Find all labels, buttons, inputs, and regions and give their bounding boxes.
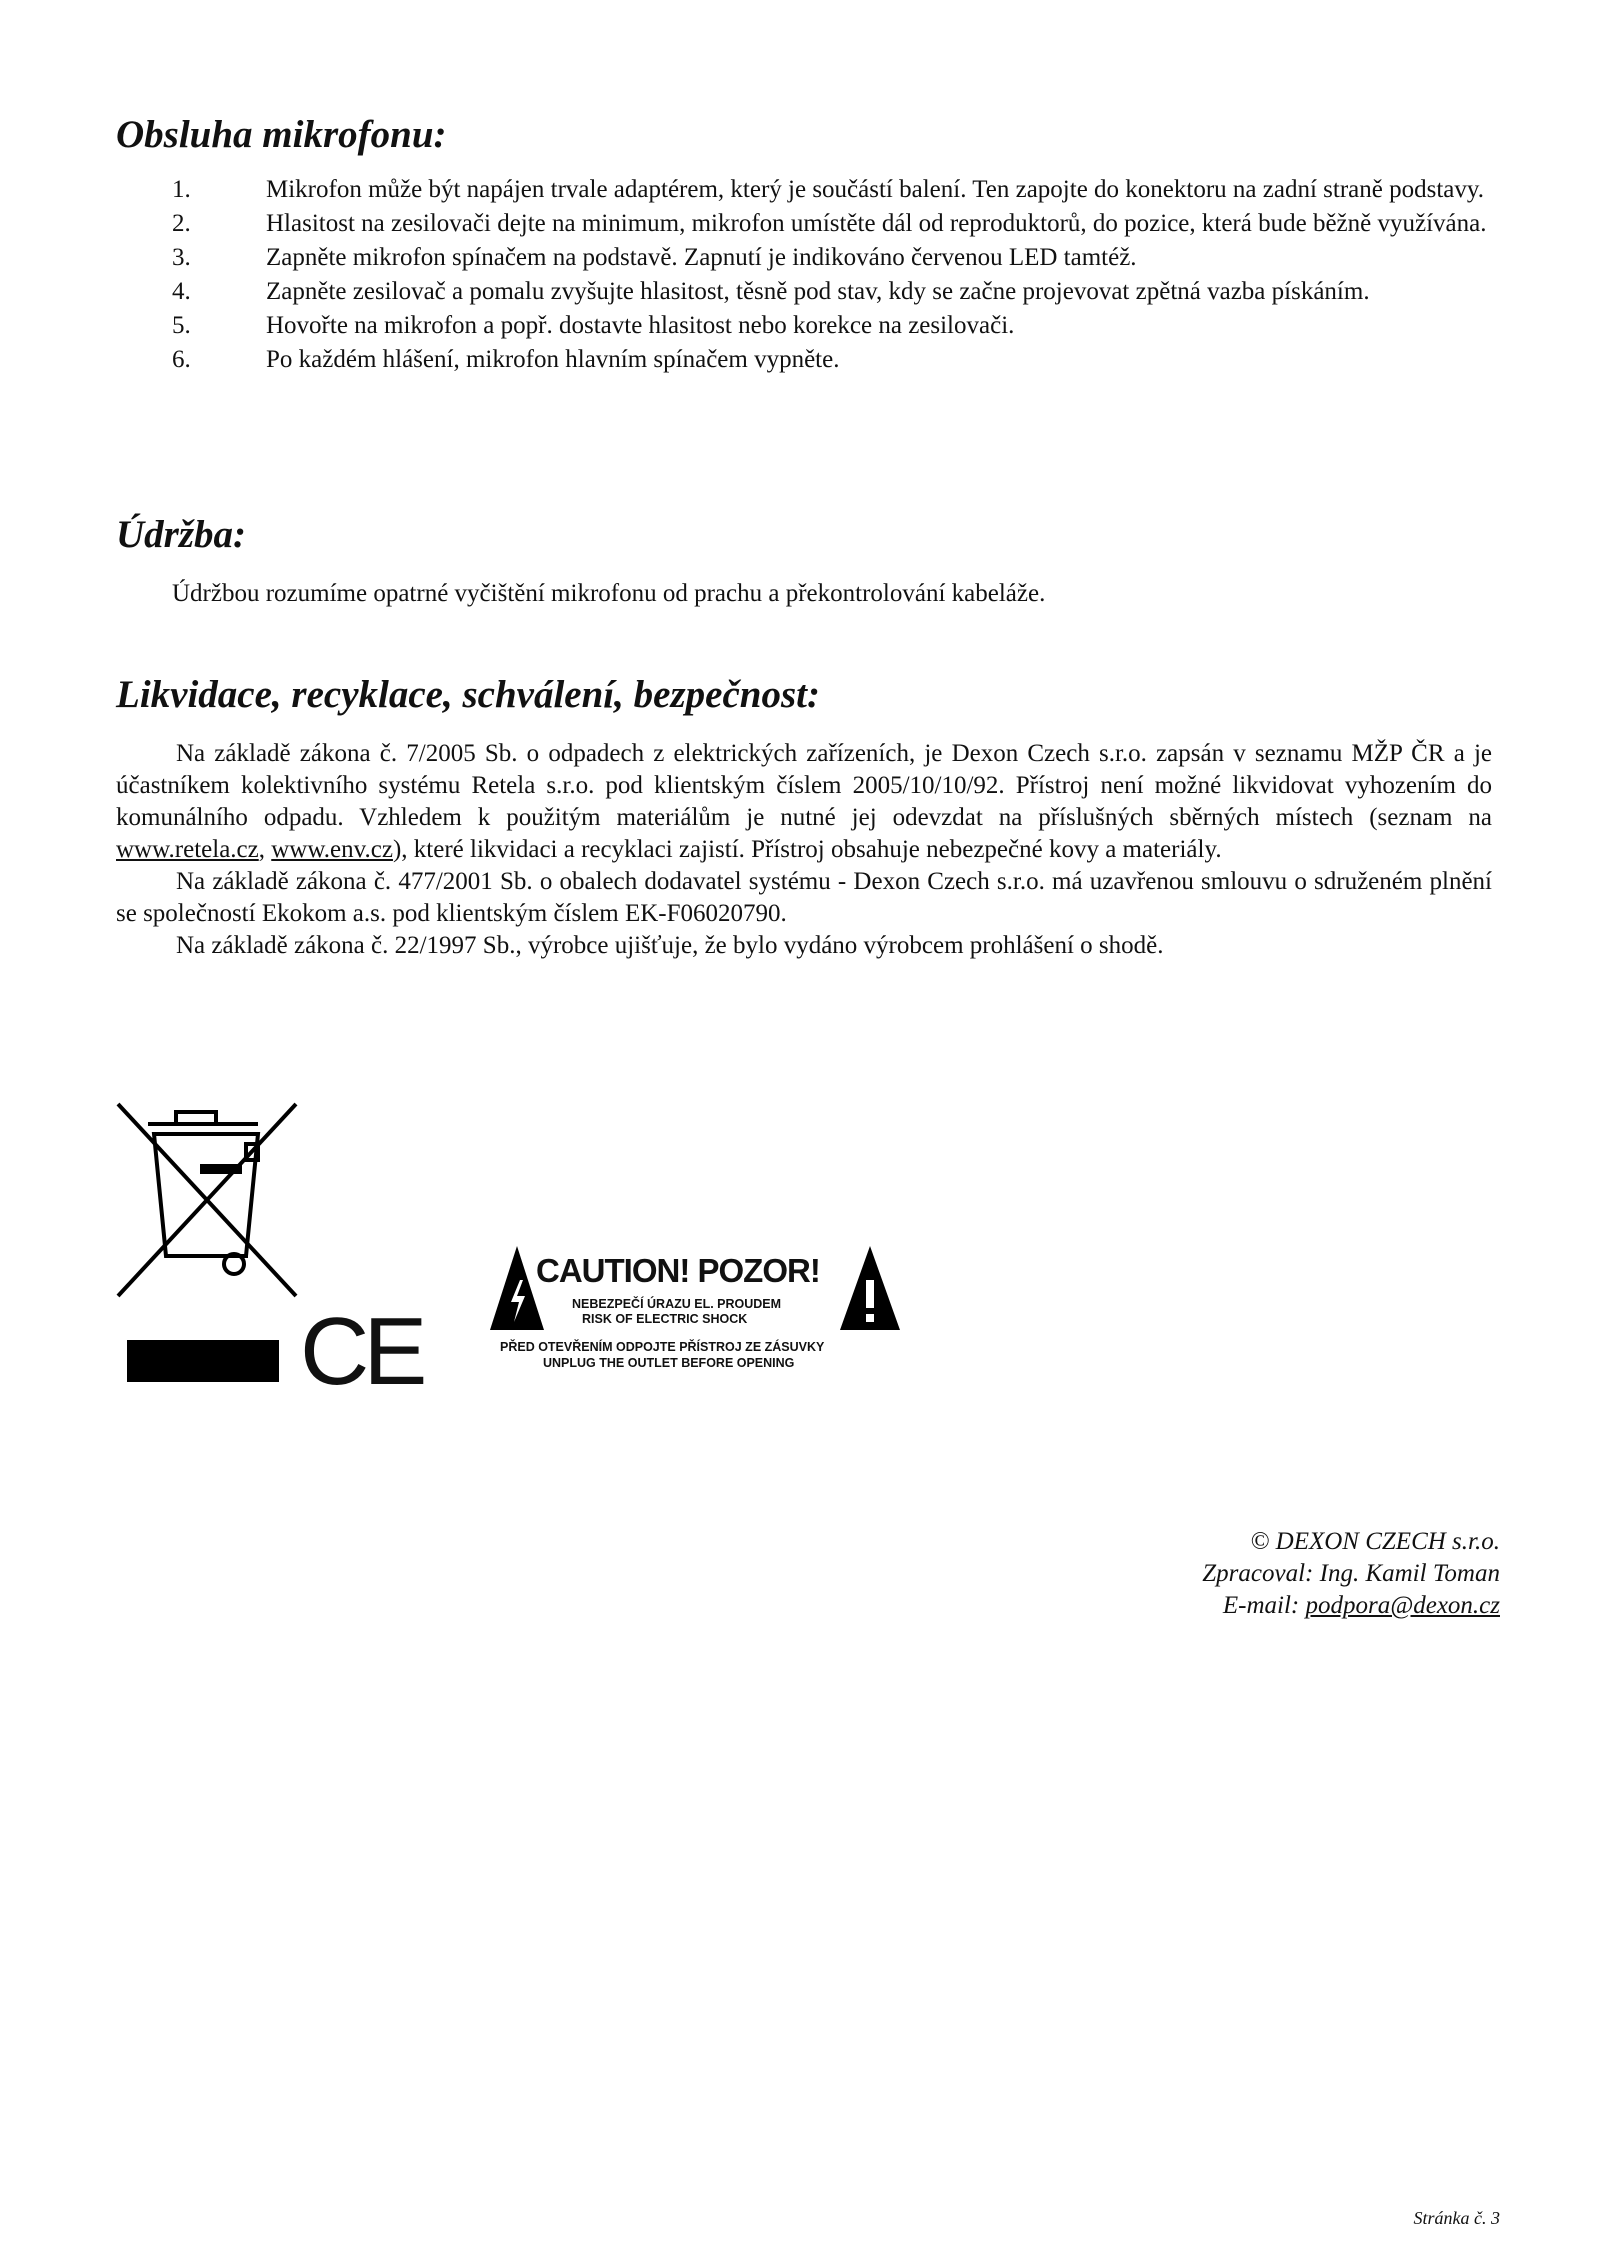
- section-heading-udrzba: Údržba:: [116, 513, 247, 556]
- list-number: 2.: [172, 210, 191, 237]
- list-item-text: Zapněte zesilovač a pomalu zvyšujte hlasitost, těsně pod stav, kdy se začne projevovat zpětná vazba pískáním.: [266, 278, 1370, 305]
- email-link[interactable]: podpora@dexon.cz: [1305, 1592, 1500, 1619]
- list-number: 5.: [172, 312, 191, 339]
- maintenance-text: Údržbou rozumíme opatrné vyčištění mikrofonu od prachu a překontrolování kabeláže.: [172, 580, 1046, 607]
- signature-block: [1202, 1526, 1500, 1622]
- disposal-text: Na základě zákona č. 7/2005 Sb. o odpadech z elektrických zařízeních, je Dexon Czech s.r.o. zapsán v seznamu MŽP ČR a je účastníkem kolektivního systému Retela s.r.o. pod klientským číslem 2005/10/10/92. Přístroj není možné likvidovat vyhozením do komunálního odpadu. Vzhledem k použitým materiálům je nutné jej odevzdat na příslušných sběrných místech (seznam na: [116, 740, 1492, 831]
- disposal-paragraph-2: Na základě zákona č. 477/2001 Sb. o obalech dodavatel systému - Dexon Czech s.r.o. má uzavřenou smlouvu o sdruženém plnění se společností Ekokom a.s. pod klientským číslem EK-F06020790.: [116, 868, 1492, 927]
- list-item: [172, 174, 1492, 206]
- list-number: 4.: [172, 278, 191, 305]
- caution-label: [490, 1240, 930, 1400]
- list-number: 1.: [172, 176, 191, 203]
- list-item: [172, 310, 1492, 342]
- disposal-body: [116, 738, 1492, 962]
- link-separator: ,: [258, 836, 272, 863]
- disposal-paragraph-3: Na základě zákona č. 22/1997 Sb., výrobce ujišťuje, že bylo vydáno výrobcem prohlášení o shodě.: [176, 932, 1164, 959]
- list-item: [172, 208, 1492, 240]
- email-line: [1202, 1590, 1500, 1622]
- caution-line: RISK OF ELECTRIC SHOCK: [582, 1312, 748, 1326]
- ce-mark: CE: [300, 1298, 422, 1405]
- caution-line: NEBEZPEČÍ ÚRAZU EL. PROUDEM: [572, 1297, 782, 1311]
- list-item-text: Zapněte mikrofon spínačem na podstavě. Zapnutí je indikováno červenou LED tamtéž.: [266, 244, 1137, 271]
- caution-line: UNPLUG THE OUTLET BEFORE OPENING: [543, 1356, 795, 1370]
- email-label: E-mail:: [1222, 1592, 1306, 1619]
- list-item-text: Hovořte na mikrofon a popř. dostavte hlasitost nebo korekce na zesilovači.: [266, 312, 1015, 339]
- author-line: Zpracoval: Ing. Kamil Toman: [1202, 1560, 1500, 1587]
- section-heading-likvidace: Likvidace, recyklace, schválení, bezpečnost:: [116, 673, 820, 716]
- instructions-list: [172, 174, 1492, 378]
- list-item: [172, 242, 1492, 274]
- company-name: © DEXON CZECH s.r.o.: [1250, 1528, 1500, 1555]
- caution-line: PŘED OTEVŘENÍM ODPOJTE PŘÍSTROJ ZE ZÁSUVKY: [500, 1340, 825, 1354]
- weee-black-bar: [127, 1340, 279, 1382]
- list-number: 3.: [172, 244, 191, 271]
- list-item-text: Mikrofon může být napájen trvale adaptérem, který je součástí balení. Ten zapojte do konektoru na zadní straně podstavy.: [266, 176, 1484, 203]
- page-number: Stránka č. 3: [1413, 2208, 1500, 2228]
- section-heading-obsluha: Obsluha mikrofonu:: [116, 113, 447, 156]
- disposal-paragraph-1: [116, 738, 1492, 866]
- crossed-out-wheelie-bin-icon: [110, 1100, 300, 1330]
- exclamation-warning-icon: [840, 1246, 900, 1330]
- caution-title: CAUTION! POZOR!: [536, 1252, 820, 1289]
- list-item-text: Po každém hlášení, mikrofon hlavním spínačem vypněte.: [266, 346, 840, 373]
- list-item-text: Hlasitost na zesilovači dejte na minimum, mikrofon umístěte dál od reproduktorů, do pozice, která bude běžně využívána.: [266, 210, 1487, 237]
- env-link[interactable]: www.env.cz: [271, 836, 393, 863]
- list-item: [172, 344, 1492, 376]
- list-number: 6.: [172, 346, 191, 373]
- retela-link[interactable]: www.retela.cz: [116, 836, 259, 863]
- disposal-text: ), které likvidaci a recyklaci zajistí. Přístroj obsahuje nebezpečné kovy a materiály.: [392, 836, 1222, 863]
- list-item: [172, 276, 1492, 308]
